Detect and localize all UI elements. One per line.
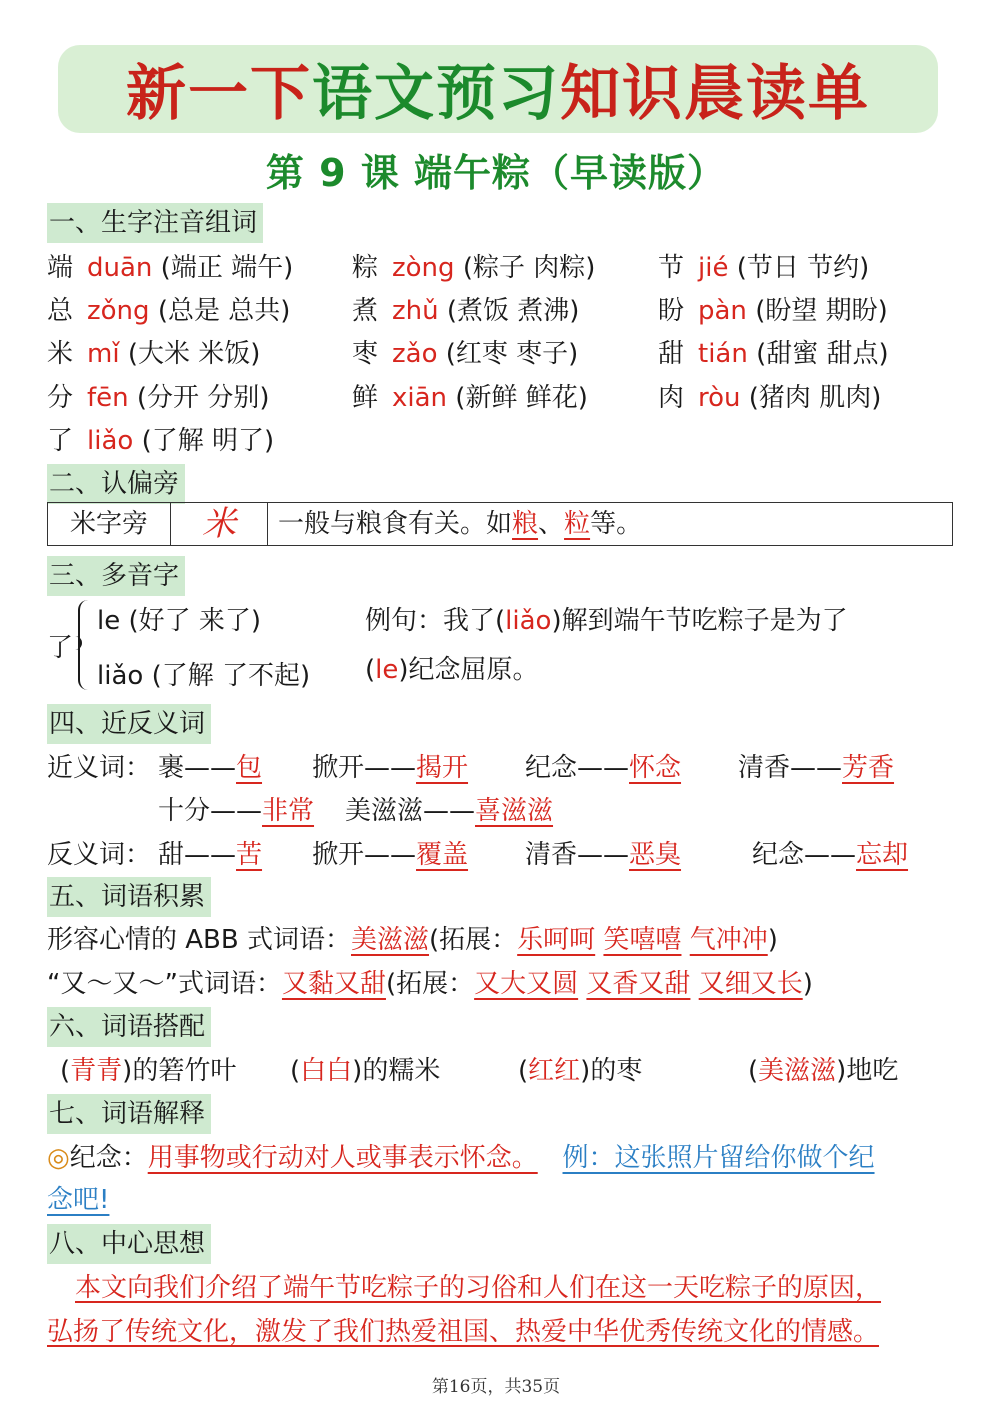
word-group: (总是 总共)	[157, 296, 291, 326]
pinyin: fēn	[87, 383, 129, 413]
word-group: (甜蜜 甜点)	[756, 339, 889, 369]
word-group: (煮饭 煮沸)	[446, 296, 580, 326]
pair-dash: ——	[184, 840, 237, 870]
pair-word: 十分	[158, 796, 211, 826]
character: 甜	[658, 339, 685, 369]
you-you-extra-1: 又大又圆	[474, 969, 579, 999]
pair-answer: 怀念	[629, 753, 682, 783]
title-banner	[58, 45, 938, 133]
definition-example-line-2	[47, 1182, 109, 1218]
synonym-label: 近义词：	[47, 753, 152, 783]
character-entry	[47, 293, 290, 329]
collocation-answer: 白白	[300, 1056, 353, 1086]
pinyin: liǎo	[87, 426, 134, 456]
pair-word: 掀开	[312, 753, 365, 783]
collocation-text: 地吃	[846, 1056, 899, 1086]
reading-1-pinyin: le	[97, 606, 121, 636]
character-entry	[658, 336, 889, 372]
section-1-heading: 一、生字注音组词	[47, 203, 263, 243]
pair-dash: ——	[364, 840, 417, 870]
word-group: (粽子 肉粽)	[462, 253, 596, 283]
character: 枣	[352, 339, 379, 369]
character-entry	[352, 380, 588, 416]
title-part-3: 知识晨读单	[560, 59, 870, 129]
definition-term: 纪念：	[69, 1143, 148, 1173]
lesson-title: 第 9 课 端午粽（早读版）	[265, 151, 727, 195]
polyphone-reading-1	[97, 603, 261, 639]
character-entry	[352, 250, 595, 286]
collocation-item: (红红)的枣	[518, 1056, 643, 1086]
collocation-text: 的枣	[590, 1056, 643, 1086]
character-entry	[47, 423, 274, 459]
word-group: (猪肉 肌肉)	[748, 383, 882, 413]
word-group: (分开 分别)	[136, 383, 270, 413]
radical-table	[47, 502, 953, 546]
you-you-words-line	[47, 966, 813, 1002]
character: 盼	[658, 296, 685, 326]
title-part-2: 语文预习	[312, 59, 560, 129]
polyphone-reading-2	[97, 658, 310, 694]
antonym-label: 反义词：	[47, 840, 152, 870]
reading-2-words: (了解 了不起)	[151, 661, 311, 691]
radical-example-2: 粒	[564, 509, 591, 539]
reading-2-pinyin: liǎo	[97, 661, 144, 691]
example-pinyin-2: le	[375, 655, 399, 685]
pair-answer: 芳香	[842, 753, 895, 783]
synonym-pair	[158, 793, 314, 829]
word-group: (端正 端午)	[160, 253, 294, 283]
collocation-text: 的箬竹叶	[132, 1056, 237, 1086]
pair-word: 纪念	[752, 840, 805, 870]
word-group: (新鲜 鲜花)	[455, 383, 588, 413]
collocation-answer: 青青	[70, 1056, 123, 1086]
pair-dash: ——	[577, 840, 630, 870]
example-text-d: )纪念屈原。	[398, 655, 539, 685]
synonym-pair	[158, 750, 262, 786]
pair-word: 清香	[525, 840, 578, 870]
section-5-heading: 五、词语积累	[47, 877, 211, 917]
synonym-pair	[525, 750, 681, 786]
synonym-pair	[312, 750, 468, 786]
radical-glyph: 米	[171, 503, 268, 545]
pinyin: xiān	[392, 383, 448, 413]
pinyin: pàn	[698, 296, 747, 326]
collocation-text: 的糯米	[362, 1056, 441, 1086]
main-idea-line-2	[47, 1314, 879, 1350]
collocation-answer: 美滋滋	[758, 1056, 837, 1086]
page-number: 第16页，共35页	[431, 1377, 561, 1397]
section-3-heading: 三、多音字	[47, 556, 185, 596]
character-entry	[47, 336, 260, 372]
pair-answer: 苦	[236, 840, 263, 870]
main-idea-text-2: 弘扬了传统文化，激发了我们热爱祖国、热爱中华优秀传统文化的情感。	[47, 1317, 880, 1347]
word-group: (大米 米饭)	[127, 339, 261, 369]
collocation-item: (白白)的糯米	[290, 1056, 441, 1086]
pair-answer: 恶臭	[629, 840, 682, 870]
character: 总	[47, 296, 74, 326]
pair-dash: ——	[364, 753, 417, 783]
character: 分	[47, 383, 74, 413]
you-you-word: 又黏又甜	[281, 969, 386, 999]
character-entry	[352, 336, 578, 372]
abb-word: 美滋滋	[351, 925, 430, 955]
main-idea-line-1	[75, 1270, 881, 1306]
word-group: (了解 明了)	[141, 426, 275, 456]
abb-expand-label: (拓展：	[429, 925, 518, 955]
character: 了	[47, 426, 74, 456]
polyphone-char: 了	[47, 633, 74, 663]
pair-answer: 包	[236, 753, 263, 783]
section-6-heading: 六、词语搭配	[47, 1007, 211, 1047]
pinyin: zòng	[392, 253, 455, 283]
pair-word: 清香	[738, 753, 791, 783]
character-entry	[658, 250, 869, 286]
character: 米	[47, 339, 74, 369]
section-2-heading: 二、认偏旁	[47, 464, 185, 504]
abb-words-line	[47, 922, 778, 958]
pinyin: zǒng	[87, 296, 150, 326]
pair-dash: ——	[804, 840, 857, 870]
pair-answer: 非常	[262, 796, 315, 826]
character: 粽	[352, 253, 379, 283]
pair-dash: ——	[577, 753, 630, 783]
radical-description	[268, 503, 952, 545]
synonym-pair	[738, 750, 894, 786]
pair-dash: ——	[210, 796, 263, 826]
character: 节	[658, 253, 685, 283]
abb-close: )	[767, 925, 778, 955]
pair-word: 裹	[158, 753, 185, 783]
example-pinyin-1: liǎo	[505, 606, 552, 636]
definition-example-1: 例：这张照片留给你做个纪	[562, 1143, 875, 1173]
pinyin: mǐ	[87, 339, 120, 369]
pair-answer: 揭开	[416, 753, 469, 783]
character-entry	[47, 250, 293, 286]
collocation-item: (青青)的箬竹叶	[60, 1056, 237, 1086]
character: 端	[47, 253, 74, 283]
character: 煮	[352, 296, 379, 326]
section-4-heading: 四、近反义词	[47, 704, 211, 744]
pair-word: 美滋滋	[345, 796, 424, 826]
section-8-heading: 八、中心思想	[47, 1224, 211, 1264]
pair-dash: ——	[790, 753, 843, 783]
example-text-c: (	[365, 655, 376, 685]
word-group: (盼望 期盼)	[755, 296, 888, 326]
character-entry	[47, 380, 269, 416]
definition-example-2: 念吧!	[47, 1185, 110, 1215]
example-text-b: )解到端午节吃粽子是为了	[551, 606, 848, 636]
character: 肉	[658, 383, 685, 413]
you-you-extra-2: 又香又甜	[586, 969, 691, 999]
reading-1-words: (好了 来了)	[128, 606, 262, 636]
pinyin: jié	[698, 253, 729, 283]
pair-dash: ——	[184, 753, 237, 783]
pair-answer: 忘却	[856, 840, 909, 870]
antonym-pair	[312, 837, 468, 873]
synonym-pair	[345, 793, 553, 829]
character-entry	[658, 380, 881, 416]
section-7-heading: 七、词语解释	[47, 1094, 211, 1134]
antonym-pair	[525, 837, 681, 873]
collocation-answer: 红红	[528, 1056, 581, 1086]
title-part-1: 新一下	[126, 59, 312, 129]
abb-extra-2: 笑嘻嘻	[603, 925, 682, 955]
pair-word: 纪念	[525, 753, 578, 783]
radical-separator: 、	[538, 509, 565, 539]
pair-word: 甜	[158, 840, 185, 870]
pinyin: zhǔ	[392, 296, 439, 326]
radical-name: 米字旁	[48, 503, 171, 545]
polyphone-example-line-2	[365, 652, 539, 688]
you-you-expand-label: (拓展：	[385, 969, 475, 999]
bullet-icon: ◎	[47, 1143, 70, 1173]
you-you-extra-3: 又细又长	[698, 969, 803, 999]
pinyin: tián	[698, 339, 748, 369]
definition-line	[47, 1140, 875, 1176]
you-you-label: “又～又～”式词语：	[47, 969, 282, 999]
radical-desc-text: 一般与粮食有关。如	[278, 509, 513, 539]
example-text-a: 例句：我了(	[365, 606, 506, 636]
character: 鲜	[352, 383, 379, 413]
word-group: (红枣 枣子)	[445, 339, 579, 369]
you-you-close: )	[802, 969, 813, 999]
word-group: (节日 节约)	[736, 253, 870, 283]
antonym-pair	[158, 837, 262, 873]
definition-text: 用事物或行动对人或事表示怀念。	[147, 1143, 538, 1173]
pair-dash: ——	[423, 796, 476, 826]
main-idea-text-1: 本文向我们介绍了端午节吃粽子的习俗和人们在这一天吃粽子的原因，	[75, 1273, 882, 1303]
character-entry	[658, 293, 888, 329]
polyphone-example-line-1	[365, 603, 848, 639]
antonym-pair	[752, 837, 908, 873]
abb-extra-1: 乐呵呵	[517, 925, 596, 955]
abb-extra-3: 气冲冲	[689, 925, 768, 955]
radical-example-1: 粮	[512, 509, 539, 539]
character-entry	[352, 293, 579, 329]
radical-desc-end: 等。	[590, 509, 643, 539]
pair-word: 掀开	[312, 840, 365, 870]
abb-label: 形容心情的 ABB 式词语：	[47, 925, 351, 955]
pinyin: ròu	[698, 383, 741, 413]
pinyin: zǎo	[392, 339, 438, 369]
collocation-item: (美滋滋)地吃	[748, 1056, 899, 1086]
pair-answer: 覆盖	[416, 840, 469, 870]
pinyin: duān	[87, 253, 153, 283]
pair-answer: 喜滋滋	[475, 796, 554, 826]
